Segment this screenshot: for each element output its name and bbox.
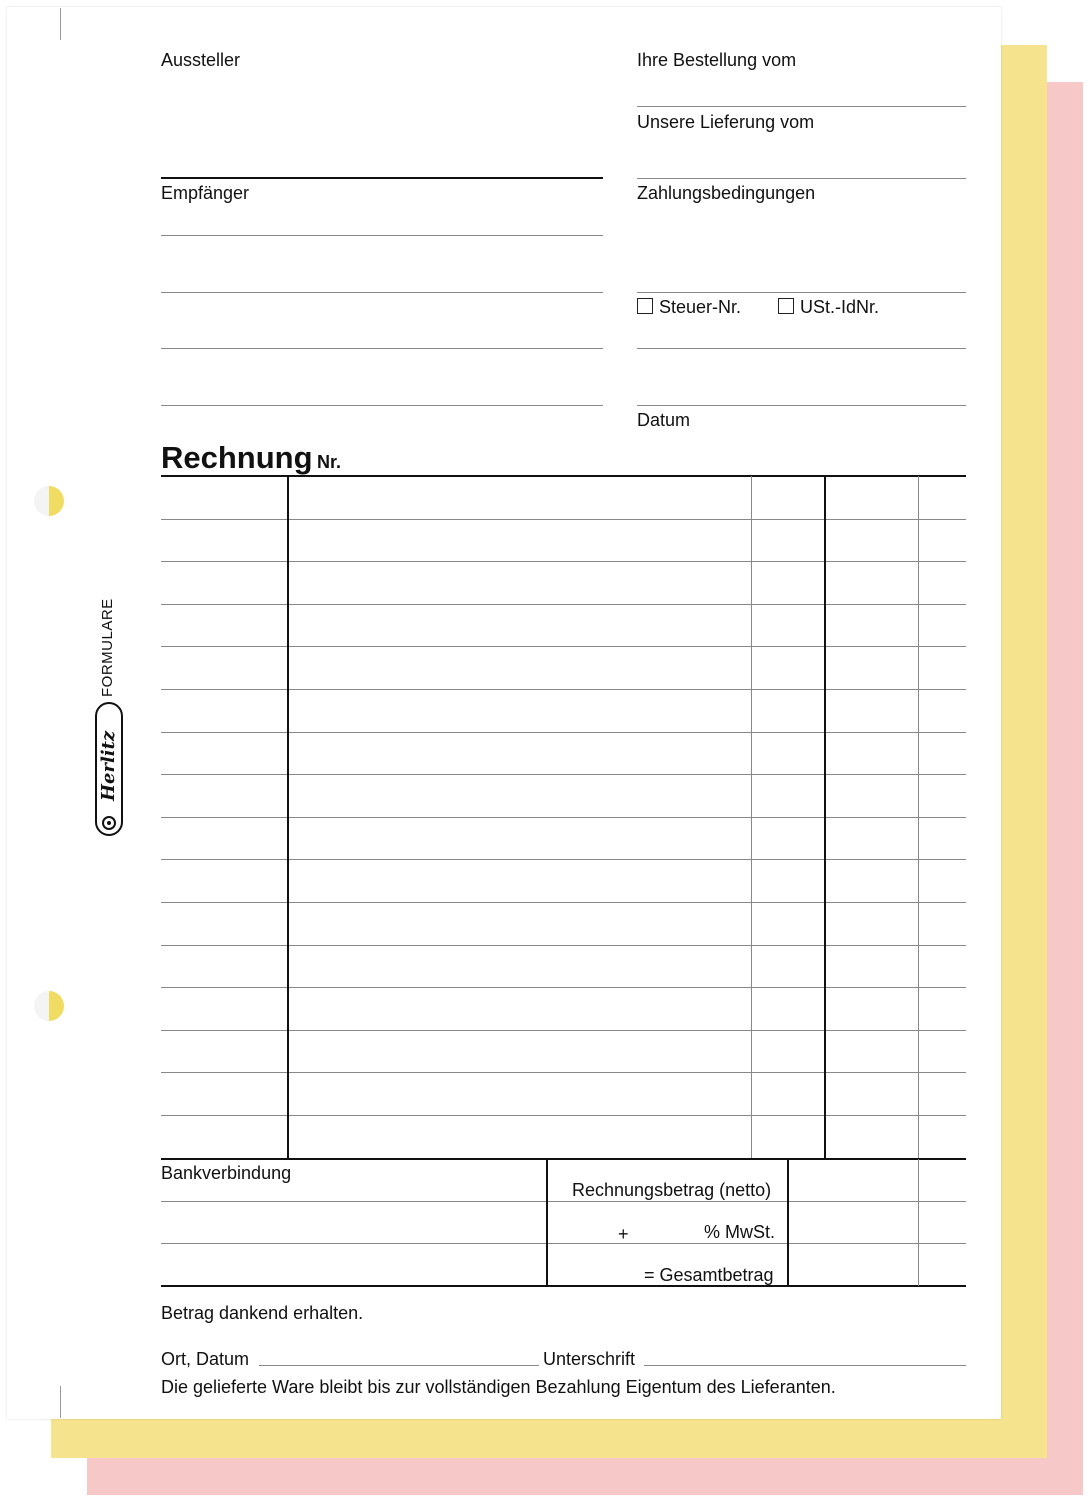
date-line[interactable] bbox=[637, 405, 966, 406]
invoice-title: Rechnung bbox=[161, 440, 313, 475]
tax-number-label: Steuer-Nr. bbox=[659, 297, 742, 317]
recipient-line[interactable] bbox=[161, 235, 603, 236]
item-table-divider bbox=[287, 476, 289, 1159]
item-row-line[interactable] bbox=[161, 561, 966, 562]
received-note: Betrag dankend erhalten. bbox=[161, 1303, 364, 1323]
punch-hole-lower bbox=[34, 991, 64, 1021]
ownership-note: Die gelieferte Ware bleibt bis zur vollständigen Bezahlung Eigentum des Lieferanten. bbox=[161, 1377, 836, 1397]
bank-details-label: Bankverbindung bbox=[161, 1163, 292, 1183]
vat-id-label: USt.-IdNr. bbox=[800, 297, 880, 317]
item-row-line[interactable] bbox=[161, 859, 966, 860]
item-row-line[interactable] bbox=[161, 519, 966, 520]
recipient-line[interactable] bbox=[161, 348, 603, 349]
order-date-label: Ihre Bestellung vom bbox=[637, 50, 797, 70]
vat-id-checkbox[interactable] bbox=[778, 298, 794, 314]
totals-row-line[interactable] bbox=[161, 1243, 966, 1244]
item-row-line[interactable] bbox=[161, 774, 966, 775]
place-date-label: Ort, Datum bbox=[161, 1349, 250, 1369]
invoice-title-block bbox=[161, 440, 341, 476]
totals-divider bbox=[918, 1159, 919, 1286]
signature-label: Unterschrift bbox=[543, 1349, 636, 1369]
recipient-label: Empfänger bbox=[161, 183, 250, 203]
item-row-line[interactable] bbox=[161, 646, 966, 647]
payment-terms-line[interactable] bbox=[637, 292, 966, 293]
herlitz-logo bbox=[95, 702, 123, 836]
date-label: Datum bbox=[637, 410, 691, 430]
item-row-line[interactable] bbox=[161, 689, 966, 690]
item-row-line[interactable] bbox=[161, 987, 966, 988]
vat-label: % MwSt. bbox=[704, 1222, 776, 1242]
item-table-top-rule bbox=[161, 475, 966, 477]
punch-mark-bottom bbox=[60, 1386, 61, 1418]
tax-number-checkbox[interactable] bbox=[637, 298, 653, 314]
totals-bottom-rule bbox=[161, 1285, 966, 1287]
item-table-divider bbox=[824, 476, 826, 1159]
item-row-line[interactable] bbox=[161, 1115, 966, 1116]
item-row-line[interactable] bbox=[161, 604, 966, 605]
logo-text: Herlitz bbox=[98, 730, 119, 802]
totals-row-line[interactable] bbox=[161, 1201, 966, 1202]
order-date-line[interactable] bbox=[637, 106, 966, 107]
item-table-bottom-rule bbox=[161, 1158, 966, 1160]
totals-divider bbox=[787, 1159, 789, 1286]
net-amount-label: Rechnungsbetrag (netto) bbox=[572, 1180, 772, 1200]
issuer-label: Aussteller bbox=[161, 50, 241, 70]
recipient-line[interactable] bbox=[161, 405, 603, 406]
item-row-line[interactable] bbox=[161, 732, 966, 733]
punch-hole-upper bbox=[34, 486, 64, 516]
brand-word: FORMULARE bbox=[99, 598, 116, 697]
signature-line[interactable] bbox=[644, 1365, 966, 1366]
item-table-divider bbox=[918, 476, 919, 1159]
item-row-line[interactable] bbox=[161, 817, 966, 818]
recipient-line[interactable] bbox=[161, 292, 603, 293]
tax-id-line[interactable] bbox=[637, 348, 966, 349]
totals-divider bbox=[546, 1159, 548, 1286]
delivery-date-line[interactable] bbox=[637, 178, 966, 179]
invoice-number-label: Nr. bbox=[317, 452, 342, 472]
punch-mark-top bbox=[60, 8, 61, 40]
payment-terms-label: Zahlungsbedingungen bbox=[637, 183, 816, 203]
item-table-divider bbox=[751, 476, 752, 1159]
delivery-date-label: Unsere Lieferung vom bbox=[637, 112, 815, 132]
plus-sign: + bbox=[618, 1224, 629, 1244]
issuer-line[interactable] bbox=[161, 177, 603, 179]
logo-ring-icon bbox=[102, 816, 116, 830]
gross-amount-label: = Gesamtbetrag bbox=[644, 1265, 774, 1285]
place-date-line[interactable] bbox=[259, 1365, 539, 1366]
item-row-line[interactable] bbox=[161, 1030, 966, 1031]
item-row-line[interactable] bbox=[161, 902, 966, 903]
item-row-line[interactable] bbox=[161, 1072, 966, 1073]
item-row-line[interactable] bbox=[161, 945, 966, 946]
invoice-form-sheet bbox=[7, 7, 1001, 1419]
